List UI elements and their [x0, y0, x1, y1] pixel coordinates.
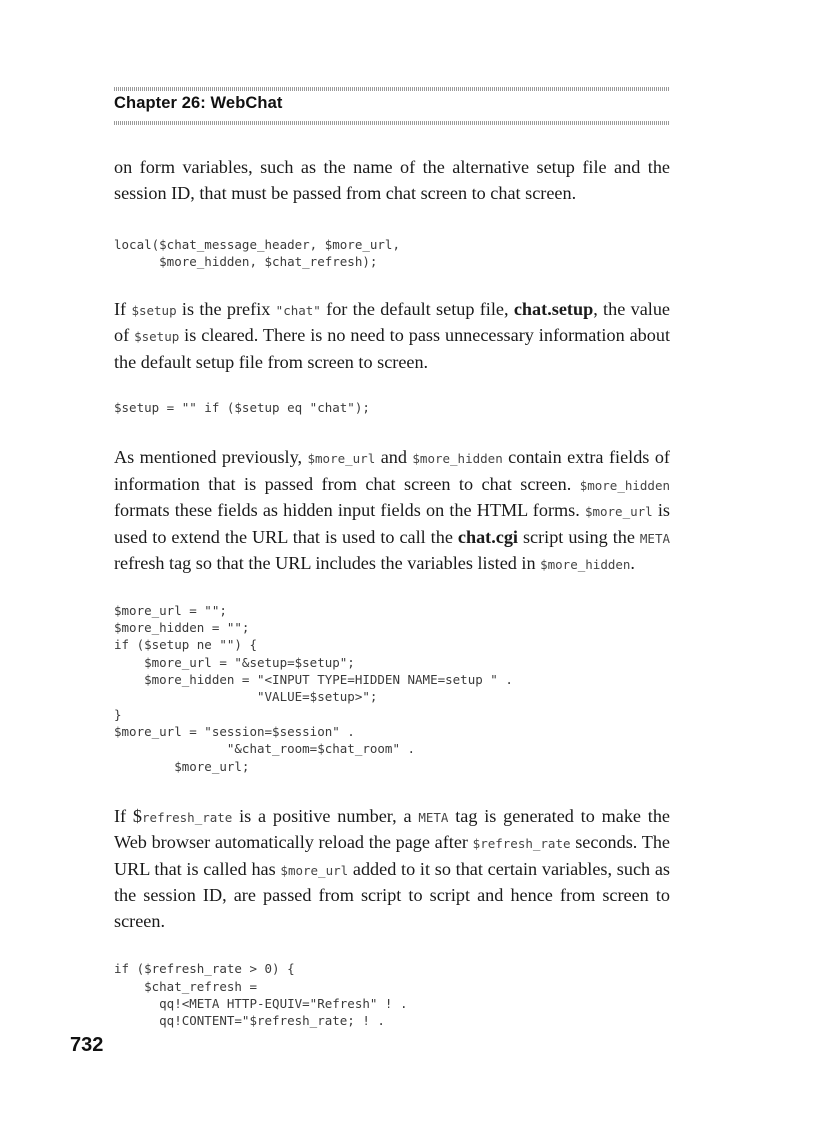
text-run: If $: [114, 805, 143, 826]
header-rule-top: [114, 87, 670, 91]
inline-code: $more_url: [280, 862, 349, 878]
text-run: If: [114, 298, 132, 319]
text-run: script using the: [517, 526, 640, 547]
text-run: for the default setup file,: [320, 298, 514, 319]
page-body: [114, 155, 670, 1030]
inline-code: $more_hidden: [579, 477, 670, 493]
paragraph: on form variables, such as the name of the alternative setup file and the session ID, that must be passed from chat screen to chat screen.: [114, 157, 670, 203]
code-block: $setup = "" if ($setup eq "chat");: [114, 400, 370, 416]
paragraph: [114, 445, 670, 578]
inline-code: $setup: [131, 302, 177, 318]
text-run: is a positive number, a: [232, 805, 419, 826]
inline-code: META: [639, 530, 670, 546]
text-run: added to it so that certain variables, such as the session ID, are passed from script to script and hence from screen to screen.: [114, 858, 671, 931]
text-run: tag is generated to make the Web browser automatically reload the page after: [114, 805, 670, 853]
text-run: , the value of: [114, 298, 670, 346]
bold-filename: chat.cgi: [457, 526, 518, 547]
page-number: 732: [70, 1034, 104, 1056]
paragraph: [114, 804, 670, 935]
text-run: formats these fields as hidden input fields on the HTML forms.: [114, 500, 585, 521]
inline-code: "chat": [275, 302, 321, 318]
text-run: As mentioned previously,: [114, 447, 308, 468]
inline-code: $more_url: [307, 451, 376, 467]
inline-code: $refresh_rate: [472, 836, 571, 852]
inline-code: $more_hidden: [540, 557, 631, 573]
bold-filename: chat.setup: [513, 298, 594, 319]
paragraph: [114, 297, 670, 376]
text-run: .: [630, 553, 635, 574]
text-run: is cleared. There is no need to pass unnecessary information about the default setup file from screen to screen.: [114, 325, 670, 372]
inline-code: $more_hidden: [412, 451, 503, 467]
header-rule-bottom: [114, 121, 670, 125]
code-block: local($chat_message_header, $more_url, $more_hidden, $chat_refresh);: [114, 237, 400, 270]
inline-code: META: [418, 809, 449, 825]
text-run: refresh tag so that the URL includes the variables listed in: [114, 553, 541, 574]
code-block: if ($refresh_rate > 0) { $chat_refresh = qq!<META HTTP-EQUIV="Refresh" ! . qq!CONTENT="$refresh_rate; ! .: [114, 961, 408, 1029]
text-run: is used to extend the URL that is used to call the: [114, 500, 670, 547]
text-run: contain extra fields of information that is passed from chat screen to chat screen.: [114, 447, 670, 494]
text-run: seconds. The URL that is called has: [114, 832, 670, 879]
text-run: and: [375, 447, 413, 468]
inline-code: refresh_rate: [142, 809, 233, 825]
code-block: $more_url = ""; $more_hidden = ""; if ($setup ne "") { $more_url = "&setup=$setup"; $more_hidden = "<INPUT TYPE=HIDDEN NAME=setup " . "VALUE=$setup>"; } $more_url = "session=$session" . "&chat_room=$chat_room" . $more_url;: [114, 602, 513, 774]
inline-code: $more_url: [584, 504, 653, 520]
inline-code: $setup: [134, 329, 180, 345]
text-run: is the prefix: [176, 298, 276, 319]
running-head: Chapter 26: WebChat: [114, 94, 283, 112]
